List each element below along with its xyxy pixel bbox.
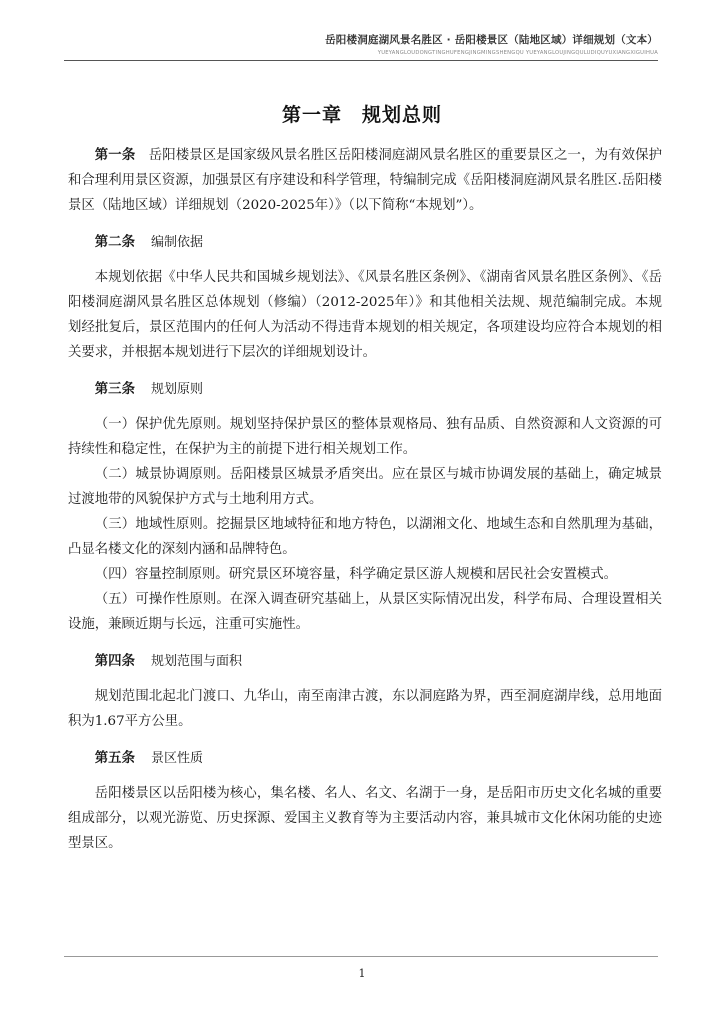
article-title: 第二条 [94, 235, 135, 250]
article-5-heading [68, 746, 662, 771]
article-paragraph: （三）地域性原则。挖掘景区地域特征和地方特色，以湖湘文化、地域生态和自然肌理为基础，凸显名楼文化的深刻内涵和品牌特色。 [68, 517, 662, 557]
article-name: 景区性质 [151, 751, 204, 766]
page-header [64, 32, 658, 56]
document-body [68, 143, 662, 856]
article-3-heading [68, 377, 662, 402]
article-paragraph: 规划范围北起北门渡口、九华山，南至南津古渡，东以洞庭路为界，西至洞庭湖岸线，总用地面积为1.67平方公里。 [68, 689, 662, 729]
article-paragraph: （二）城景协调原则。岳阳楼景区城景矛盾突出。应在景区与城市协调发展的基础上，确定城景过渡地带的风貌保护方式与土地利用方式。 [68, 467, 662, 507]
article-title: 第四条 [94, 654, 135, 669]
header-divider [64, 60, 658, 61]
article-title: 第三条 [94, 382, 135, 397]
article-4-heading [68, 649, 662, 674]
article-title: 第五条 [94, 751, 135, 766]
article-2-heading [68, 230, 662, 255]
article-name: 规划范围与面积 [151, 654, 243, 669]
article-paragraph: 岳阳楼景区是国家级风景名胜区岳阳楼洞庭湖风景名胜区的重要景区之一，为有效保护和合理利用景区资源，加强景区有序建设和科学管理，特编制完成《岳阳楼洞庭湖风景名胜区.岳阳楼景区（陆地区域）详细规划（2020-2025年）》（以下简称“本规划”）。 [68, 148, 663, 213]
article-paragraph: 本规划依据《中华人民共和国城乡规划法》、《风景名胜区条例》、《湖南省风景名胜区条例》、《岳阳楼洞庭湖风景名胜区总体规划（修编）（2012-2025年）》和其他相关法规、规范编制完成。本规划经批复后，景区范围内的任何人为活动不得违背本规划的相关规定，各项建设均应符合本规划的相关要求，并根据本规划进行下层次的详细规划设计。 [68, 270, 662, 360]
article-name: 规划原则 [151, 382, 204, 397]
article-paragraph: （四）容量控制原则。研究景区环境容量，科学确定景区游人规模和居民社会安置模式。 [94, 567, 618, 582]
article-paragraph: （一）保护优先原则。规划坚持保护景区的整体景观格局、独有品质、自然资源和人文资源的可持续性和稳定性，在保护为主的前提下进行相关规划工作。 [68, 417, 662, 457]
article-title: 第一条 [94, 148, 136, 163]
article-name: 编制依据 [151, 235, 204, 250]
header-title: 岳阳楼洞庭湖风景名胜区 · 岳阳楼景区（陆地区域）详细规划（文本） [325, 34, 658, 46]
header-subtitle: YUEYANGLOUDONGTINGHUFENGJINGMINGSHENGQU YUEYANGLOUJINGQULUDIQUYUXIANGXIGUIHUA [377, 50, 658, 56]
article-1 [68, 143, 662, 218]
footer-divider [64, 956, 658, 957]
page-number: 1 [358, 967, 366, 980]
article-paragraph: 岳阳楼景区以岳阳楼为核心，集名楼、名人、名文、名湖于一身，是岳阳市历史文化名城的重要组成部分，以观光游览、历史探源、爱国主义教育等为主要活动内容，兼具城市文化休闲功能的史迹型景区。 [68, 786, 662, 851]
article-paragraph: （五）可操作性原则。在深入调查研究基础上，从景区实际情况出发，科学布局、合理设置相关设施，兼顾近期与长远，注重可实施性。 [68, 592, 662, 632]
chapter-title: 第一章 规划总则 [281, 104, 442, 126]
